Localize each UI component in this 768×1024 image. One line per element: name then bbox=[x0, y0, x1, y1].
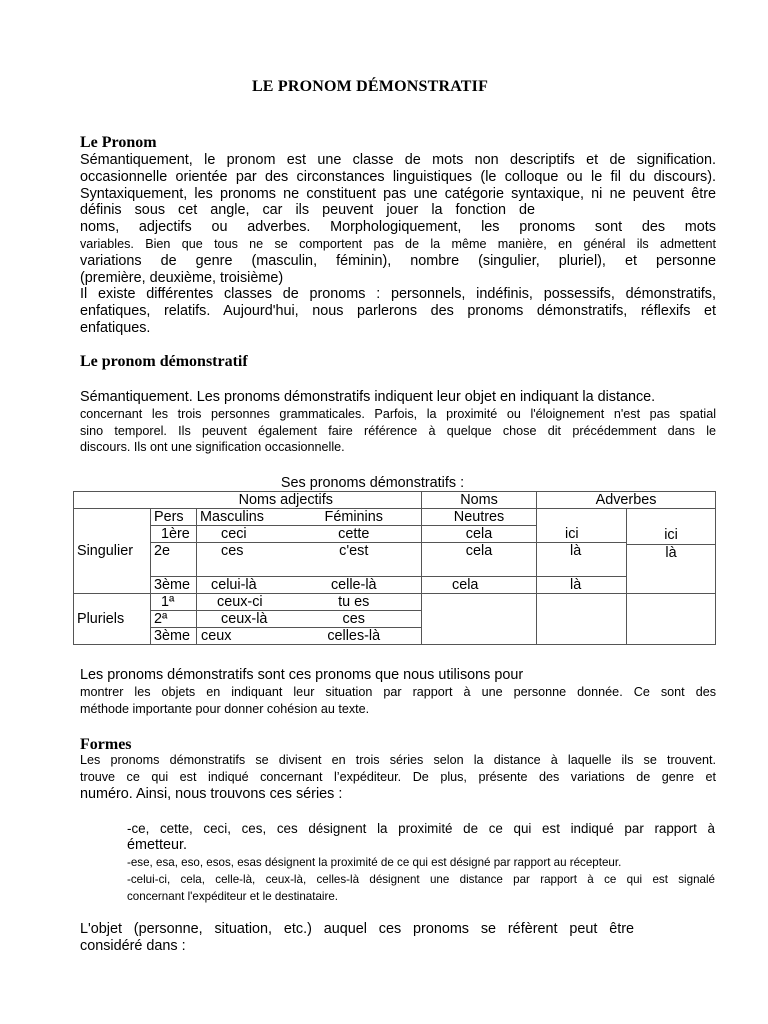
paragraph-le-pronom bbox=[80, 152, 716, 337]
table-cell-pers: 3ème bbox=[151, 628, 197, 645]
text-line: Les pronoms démonstratifs sont ces pronoms que nous utilisons pour bbox=[80, 667, 524, 683]
table-row bbox=[74, 526, 716, 543]
text-line: montrer les objets en indiquant leur situation par rapport à une personne donnée. Ce sont des bbox=[80, 684, 716, 699]
table-cell-adverb: là bbox=[627, 544, 715, 562]
text-line: Syntaxiquement, les pronoms ne constituent pas une catégorie syntaxique, ni ne peuvent être bbox=[80, 185, 716, 202]
text-line: concernant les trois personnes grammaticales. Parfois, la proximité ou l'éloignement n'est pas spatial bbox=[80, 406, 716, 421]
table-cell bbox=[537, 594, 627, 645]
table-cell-pluriels: Pluriels bbox=[74, 594, 151, 645]
table-cell-masc: ceux-ci bbox=[197, 594, 287, 611]
text-line: discours. Ils ont une signification occasionnelle. bbox=[80, 440, 345, 455]
text-line: variations de genre (masculin, féminin), nombre (singulier, pluriel), et personne bbox=[80, 252, 716, 269]
text-line: noms, adjectifs ou adverbes. Morphologiquement, les pronoms sont des mots bbox=[80, 219, 716, 236]
section-heading-le-pronom: Le Pronom bbox=[80, 134, 157, 151]
text-line: occasionnelle orientée par des circonstances linguistiques (le colloque ou le fil du discours). bbox=[80, 168, 716, 185]
table-cell-neutre: cela bbox=[422, 526, 537, 543]
table-cell bbox=[537, 509, 627, 526]
table-header-cell: Masculins bbox=[197, 509, 287, 526]
table-cell-masc: ceux-là bbox=[197, 611, 287, 628]
table-cell-fem: c'est bbox=[287, 543, 422, 577]
table-cell bbox=[74, 577, 151, 594]
text-line: Sémantiquement. Les pronoms démonstratifs indiquent leur objet en indiquant la distance. bbox=[80, 389, 656, 405]
table-header-cell: Adverbes bbox=[537, 492, 716, 509]
text-line: enfatiques, relatifs. Aujourd'hui, nous parlerons des pronoms démonstratifs, réflexifs et bbox=[80, 303, 716, 320]
table-cell-neutre: cela bbox=[422, 543, 537, 577]
list-item: -ce, cette, ceci, ces, ces désignent la proximité de ce qui est indiqué par rapport à bbox=[127, 821, 715, 836]
text-line: considéré dans : bbox=[80, 937, 186, 954]
forms-list bbox=[127, 820, 715, 905]
table-cell bbox=[422, 594, 537, 645]
table-caption: Ses pronoms démonstratifs : bbox=[280, 475, 465, 491]
text-line: sino temporel. Ils peuvent également faire référence à quelque chose dit précédemment dans le bbox=[80, 423, 716, 438]
table-cell-pers: 1ère bbox=[151, 526, 197, 543]
document-title: LE PRONOM DÉMONSTRATIF bbox=[251, 78, 489, 95]
paragraph-pronom-demonstratif bbox=[80, 389, 716, 456]
text-line: Il existe différentes classes de pronoms : personnels, indéfinis, possessifs, démonstratifs, bbox=[80, 286, 716, 303]
text-line: enfatiques. bbox=[80, 319, 151, 336]
text-line: trouve ce qui est indiqué concernant l’expéditeur. De plus, présente des variations de genre et bbox=[80, 769, 716, 784]
table-cell-masc: ceci bbox=[197, 526, 287, 543]
text-line: variables. Bien que tous ne se comportent pas de la même manière, en général ils admettent bbox=[80, 236, 716, 251]
text-line: numéro. Ainsi, nous trouvons ces séries : bbox=[80, 785, 343, 802]
table-cell-pers: 2e bbox=[151, 543, 197, 577]
table-cell bbox=[627, 577, 716, 594]
table-header-cell: Pers bbox=[151, 509, 197, 526]
table-cell-adverb: ici bbox=[664, 527, 678, 543]
table-cell-fem: tu es bbox=[287, 594, 422, 611]
list-item: -celui-ci, cela, celle-là, ceux-là, celles-là désignent une distance par rapport à ce qui est signalé bbox=[127, 873, 715, 886]
table-cell-masc: celui-là bbox=[197, 577, 287, 594]
table-cell bbox=[627, 509, 716, 577]
table-cell bbox=[74, 492, 151, 509]
section-heading-pronom-demonstratif: Le pronom démonstratif bbox=[80, 353, 248, 370]
demonstrative-pronouns-table bbox=[73, 491, 716, 645]
table-cell-singulier: Singulier bbox=[74, 543, 151, 577]
table-header-cell: Noms bbox=[422, 492, 537, 509]
text-line: Les pronoms démonstratifs se divisent en trois séries selon la distance à laquelle ils se trouvent. bbox=[80, 753, 716, 767]
table-cell-masc: ces bbox=[197, 543, 287, 577]
table-cell-fem: cette bbox=[287, 526, 422, 543]
paragraph-usage bbox=[80, 667, 716, 717]
table-cell-fem: celle-là bbox=[287, 577, 422, 594]
text-line: (première, deuxième, troisième) bbox=[80, 269, 284, 286]
table-cell bbox=[74, 526, 151, 543]
text-line: méthode importante pour donner cohésion au texte. bbox=[80, 701, 370, 716]
table-header-cell: Noms adjectifs bbox=[151, 492, 422, 509]
table-cell-pers: 3ème bbox=[151, 577, 197, 594]
text-line: L'objet (personne, situation, etc.) auquel ces pronoms se réfèrent peut être bbox=[80, 921, 634, 937]
table-row bbox=[74, 594, 716, 611]
table-row bbox=[74, 543, 716, 577]
text-line: définis sous cet angle, car ils peuvent jouer la fonction de bbox=[80, 202, 535, 219]
list-item: -ese, esa, eso, esos, esas désignent la proximité de ce qui est désigné par rapport au récepteur. bbox=[127, 856, 622, 869]
table-cell-masc: ceux bbox=[197, 628, 287, 645]
table-cell bbox=[74, 509, 151, 526]
table-row bbox=[74, 577, 716, 594]
table-cell-pers: 1ª bbox=[151, 594, 197, 611]
list-item: émetteur. bbox=[127, 837, 187, 853]
table-cell-fem: ces bbox=[287, 611, 422, 628]
section-heading-formes: Formes bbox=[80, 736, 132, 753]
table-cell-adverb: là bbox=[537, 543, 627, 577]
table-cell-pers: 2ª bbox=[151, 611, 197, 628]
table-cell-adverb: là bbox=[537, 577, 627, 594]
paragraph-formes bbox=[80, 752, 716, 802]
table-cell-neutre: cela bbox=[422, 577, 537, 594]
table-cell-adverb: ici bbox=[537, 526, 627, 543]
table-row bbox=[74, 509, 716, 526]
text-line: Sémantiquement, le pronom est une classe de mots non descriptifs et de signification. bbox=[80, 152, 716, 168]
table-row bbox=[74, 492, 716, 509]
list-item: concernant l'expéditeur et le destinataire. bbox=[127, 890, 339, 903]
paragraph-closing bbox=[80, 921, 634, 955]
table-header-cell: Féminins bbox=[287, 509, 422, 526]
table-header-cell: Neutres bbox=[422, 509, 537, 526]
table-cell-fem: celles-là bbox=[287, 628, 422, 645]
table-cell bbox=[627, 594, 716, 645]
